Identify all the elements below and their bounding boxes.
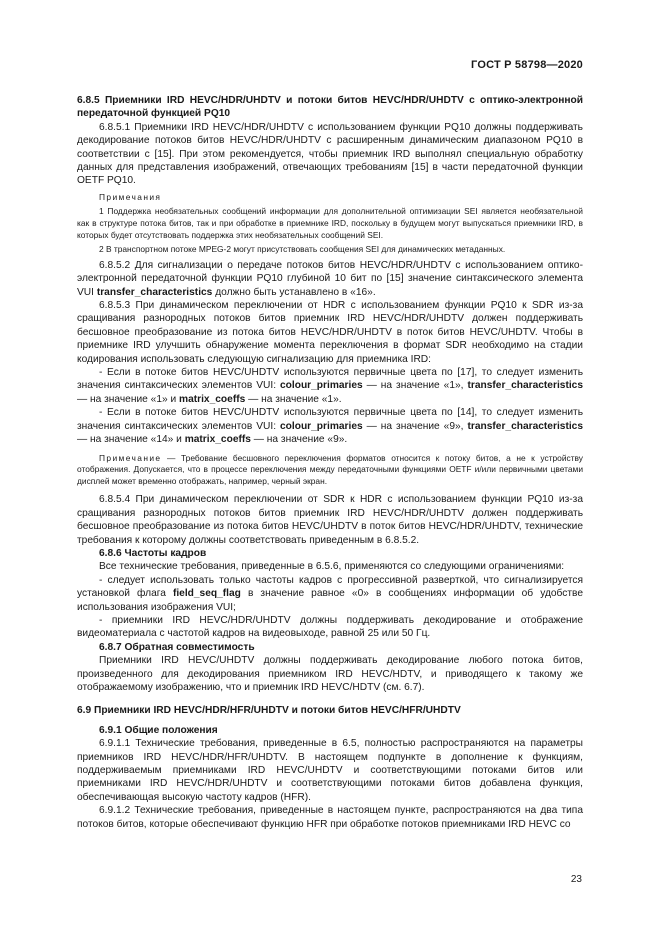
syntax-term: matrix_coeffs <box>179 393 246 405</box>
syntax-term: field_seq_flag <box>172 588 241 600</box>
paragraph-6-9-1-1: 6.9.1.1 Технические требования, приведенные в 6.5, полностью распространяются на параметры приемников IRD HEVC/HDR/HFR/UHDTV. В настоящем подпункте в дополнение к функциям, поддерживаемым приемниками IRD HEVC/UHDTV и соответствующими потоками битов или приемниками IRD HEVC/HDR/UHDTV и соответствующими потоками битов добавлена функция, обеспечивающая высокую частоту кадров (HFR). <box>77 738 583 803</box>
document-standard-id: ГОСТ Р 58798—2020 <box>471 59 583 71</box>
text-run: должно быть устанавлено в «16». <box>212 286 376 298</box>
paragraph-6-8-5-4: 6.8.5.4 При динамическом переключении от SDR к HDR с использованием функции PQ10 из-за сращивания разнородных потоков битов приемник IRD HEVC/HDR/UHDTV должен поддерживать бесшовное преобразование из потока битов HEVC/UHDTV в поток битов HEVC/HDR/UHDTV, технические требования к которому должны соответствовать приведенным в 6.8.5.2. <box>77 494 583 546</box>
section-heading-6-8-6: 6.8.6 Частоты кадров <box>99 547 207 559</box>
section-heading-6-9: 6.9 Приемники IRD HEVC/HDR/HFR/UHDTV и потоки битов HEVC/HFR/UHDTV <box>77 705 461 717</box>
text-run: — на значение «14» и <box>77 434 185 446</box>
paragraph-6-9-1-2: 6.9.1.2 Технические требования, приведенные в настоящем пункте, распространяются на два типа потоков битов, которые обеспечивают функцию HFR при обработке потоков приемниками IRD HEVC со <box>77 805 583 830</box>
section-heading-6-8-5: 6.8.5 Приемники IRD HEVC/HDR/UHDTV и потоки битов HEVC/HDR/UHDTV с оптико-электронной передаточной функцией PQ10 <box>77 95 583 120</box>
paragraph-6-8-6-intro: Все технические требования, приведенные в 6.5.6, применяются со следующими ограничениями: <box>99 561 565 573</box>
text-run: - Если в потоке битов HEVC/UHDTV используются первичные цвета по [17], то следует изменить значения синтаксических элементов VUI: <box>77 367 583 392</box>
syntax-term: transfer_characteristics <box>467 380 583 392</box>
page-number: 23 <box>570 874 582 885</box>
note-3 <box>77 453 583 488</box>
section-heading-6-9-1: 6.9.1 Общие положения <box>99 724 218 736</box>
syntax-term: colour_primaries <box>280 420 363 432</box>
text-run: - Если в потоке битов HEVC/UHDTV используются первичные цвета по [14], то следует изменить значения синтаксических элементов VUI: <box>77 407 583 432</box>
bullet-item: - приемники IRD HEVC/HDR/UHDTV должны поддерживать декодирование и отображение видеоматериала с частотой кадров на видеовыходе, равной 25 или 50 Гц. <box>77 614 583 640</box>
text-run: 6.8.5.2 Для сигнализации о передаче потоков битов HEVC/HDR/UHDTV с использованием оптико-электронной передаточной функции PQ10 глубиной 10 бит по [15] значение синтаксического элемента VUI <box>77 259 583 298</box>
syntax-term: transfer_characteristics <box>96 286 213 298</box>
note-2: 2 В транспортном потоке MPEG-2 могут присутствовать сообщения SEI для динамических метаданных. <box>99 244 506 255</box>
text-run: — на значение «1». <box>245 393 342 405</box>
bullet-item <box>77 366 583 406</box>
paragraph-6-8-5-2 <box>77 259 583 299</box>
bullet-item <box>77 406 583 446</box>
note-1: 1 Поддержка необязательных сообщений информации для дополнительной оптимизации SEI является необязательной как в структуре потока битов, так и при обработке в приемнике IRD, поскольку в будущем могут выпускаться приемники IRD, в которых будет отсутствовать поддержка этих необязательных сообщений SEI. <box>77 206 583 240</box>
section-heading-6-8-7: 6.8.7 Обратная совместимость <box>99 641 255 653</box>
paragraph-6-8-5-3: 6.8.5.3 При динамическом переключении от HDR с использованием функции PQ10 к SDR из-за сращивания разнородных потоков битов приемник IRD HEVC/HDR/UHDTV должен поддерживать бесшовное преобразование из потока битов HEVC/HDR/UHDTV в поток битов HEVC/UHDTV. Чтобы в приемнике IRD улучшить обнаружение момента переключения в формат SDR необходимо на стадии кодирования использовать следующую сигнализацию для приемника IRD: <box>77 300 583 365</box>
bullet-item <box>77 574 583 614</box>
paragraph-6-8-7: Приемники IRD HEVC/UHDTV должны поддерживать декодирование любого потока битов, произведенного для декодирования приемником IRD HEVC/HDTV, и приводящего к такому же отображаемому изображению, что и приемник IRD HEVC/HDTV (см. 6.7). <box>77 655 583 693</box>
syntax-term: transfer_characteristics <box>467 420 583 432</box>
page-content <box>77 94 583 831</box>
text-run: — на значение «9», <box>362 420 468 432</box>
text-run: — на значение «1» и <box>77 393 180 405</box>
syntax-term: colour_primaries <box>280 380 363 392</box>
text-run: — на значение «9». <box>250 434 348 446</box>
notes-title: Примечания <box>99 191 162 202</box>
paragraph-6-8-5-1: 6.8.5.1 Приемники IRD HEVC/HDR/UHDTV с использованием функции PQ10 должны поддерживать декодирование потоков битов HEVC/HDR/UHDTV с расширенным динамическим диапазоном PQ10 в соответствии с [15]. При этом рекомендуется, чтобы приемник IRD выполнял специальную обработку данных для представления изображений, отвечающих требованиям [15] в части передаточной функции OETF PQ10. <box>77 121 583 187</box>
syntax-term: matrix_coeffs <box>184 434 251 446</box>
note-label: Примечание <box>99 452 162 463</box>
note-text: — Требование бесшовного переключения форматов относится к потоку битов, а не к устройству отображения. Допускается, что в процессе переключения между передаточными функциями OETF и/или первичными цветами дисплей может временно отображать, например, черный экран. <box>77 452 583 486</box>
text-run: - следует использовать только частоты кадров с прогрессивной разверткой, что сигнализируется установкой флага <box>77 574 583 600</box>
text-run: — на значение «1», <box>362 380 468 392</box>
text-run: в значение равное «0» в сообщениях информации об удобстве использования изображения VUI; <box>77 588 584 613</box>
